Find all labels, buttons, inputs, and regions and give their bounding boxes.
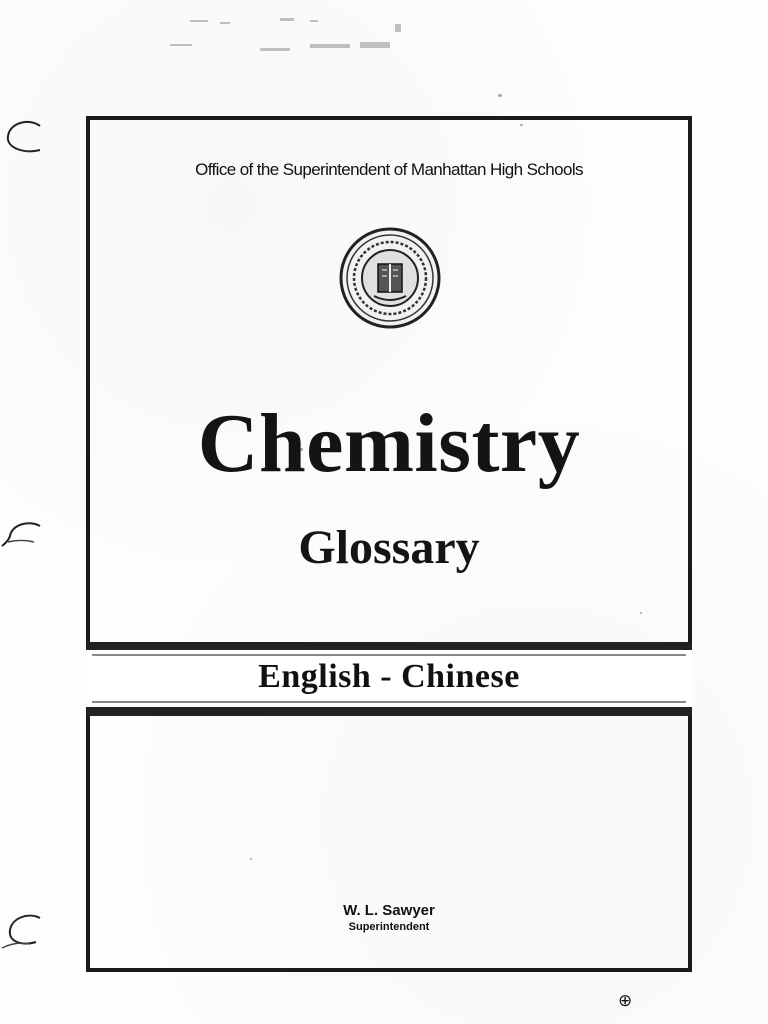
- speckle: [498, 94, 502, 97]
- smudge-mark: [160, 14, 430, 74]
- punch-hole-icon: [0, 908, 46, 958]
- registration-mark-icon: ⊕: [618, 991, 633, 1011]
- board-of-education-seal-icon: [338, 226, 442, 330]
- language-band: [86, 642, 692, 716]
- document-subtitle: Glossary: [298, 521, 480, 574]
- punch-hole-icon: [0, 512, 46, 562]
- author-name: W. L. Sawyer: [343, 902, 435, 919]
- document-title: Chemistry: [197, 397, 581, 490]
- language-band-label: English - Chinese: [258, 658, 520, 695]
- author-title: Superintendent: [348, 921, 430, 933]
- office-line: Office of the Superintendent of Manhattan High Schools: [195, 160, 583, 179]
- punch-hole-icon: [0, 112, 46, 162]
- cover-frame: [86, 116, 692, 972]
